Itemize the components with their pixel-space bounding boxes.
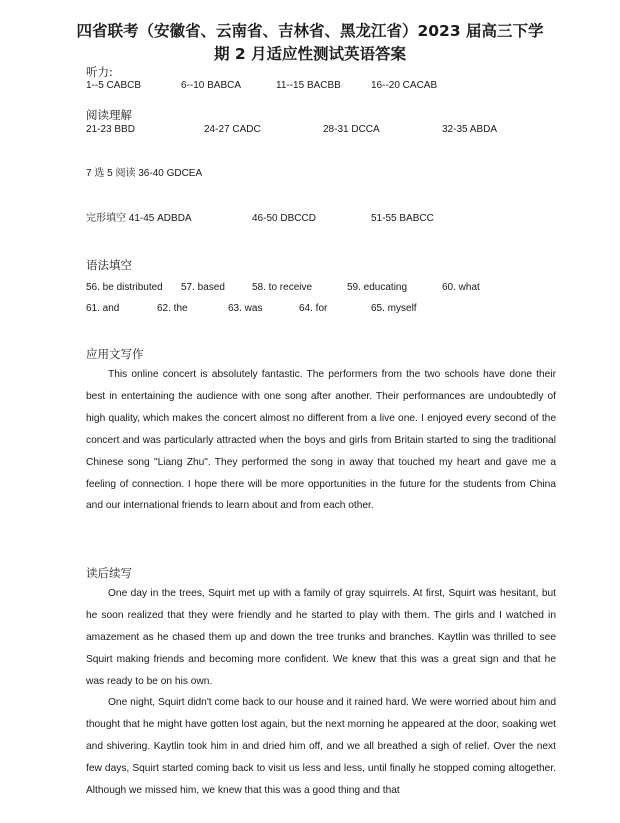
- practical-writing-essay: This online concert is absolutely fantastic. The performers from the two schools have done their best in entertaining the audience with one song after another. Their performances are undoubtedly of high quality, which makes the concert almost no different from a live one. I enjoyed every second of the concert and was particularly attracted when the boys and girls from Britain started to sing the traditional Chinese song "Liang Zhu". They performed the song in away that touched my heart and gave me a feeling of connection. I hope there will be more opportunities in the future for the students from China and our international friends to learn about and from each other.: [86, 369, 556, 512]
- listening-answer: 6--10 BABCA: [181, 80, 242, 91]
- listening-answer: 16--20 CACAB: [371, 80, 438, 91]
- seven-choose-five-text: 7 选 5 阅读 36-40 GDCEA: [86, 168, 203, 179]
- document-title-line-2: 期 2 月适应性测试英语答案: [213, 45, 407, 63]
- reading-answer: 32-35 ABDA: [442, 124, 498, 135]
- practical-writing-heading: 应用文写作: [86, 347, 144, 361]
- continuation-writing-heading: 读后续写: [86, 566, 132, 580]
- grammar-answer: 61. and: [86, 303, 120, 314]
- continuation-paragraph-2: One night, Squirt didn't come back to our house and it rained hard. We were worried about him and thought that he might have gotten lost again, but the next morning he appeared at the door, soaking wet and shivering. Kaytlin took him in and dried him off, and we all breathed a sigh of relief. Over the next few days, Squirt started coming back to visit us less and less, until finally he stopped coming altogether. Although we missed him, we knew that this was a good thing and that: [86, 697, 556, 796]
- grammar-answer: 58. to receive: [252, 282, 313, 293]
- listening-answer: 1--5 CABCB: [86, 80, 142, 91]
- grammar-answer: 62. the: [157, 303, 188, 314]
- reading-answer: 21-23 BBD: [86, 124, 135, 135]
- grammar-answer: 59. educating: [347, 282, 408, 293]
- cloze-answer: 完形填空 41-45 ADBDA: [86, 213, 192, 224]
- grammar-answer: 60. what: [442, 282, 480, 293]
- grammar-answer: 57. based: [181, 282, 225, 293]
- cloze-answer: 46-50 DBCCD: [252, 213, 316, 224]
- reading-heading: 阅读理解: [86, 108, 132, 122]
- cloze-answer: 51-55 BABCC: [371, 213, 434, 224]
- document-title-line-1: 四省联考（安徽省、云南省、吉林省、黑龙江省）2023 届高三下学: [76, 22, 544, 40]
- grammar-answer: 65. myself: [371, 303, 417, 314]
- reading-answer: 28-31 DCCA: [323, 124, 380, 135]
- grammar-answer: 64. for: [299, 303, 328, 314]
- listening-heading: 听力:: [86, 65, 113, 79]
- grammar-heading: 语法填空: [86, 258, 132, 272]
- listening-answer: 11--15 BACBB: [276, 80, 341, 91]
- grammar-answer: 63. was: [228, 303, 263, 314]
- continuation-paragraph-1: One day in the trees, Squirt met up with a family of gray squirrels. At first, Squirt was hesitant, but he soon realized that they were friendly and he started to play with them. The girls and I watched in amazement as he chased them up and down the tree trunks and branches. Kaytlin was thrilled to see Squirt making friends and becoming more confident. We knew that this was a great sign and that he was ready to be on his own.: [86, 588, 556, 687]
- grammar-answer: 56. be distributed: [86, 282, 163, 293]
- reading-answer: 24-27 CADC: [204, 124, 261, 135]
